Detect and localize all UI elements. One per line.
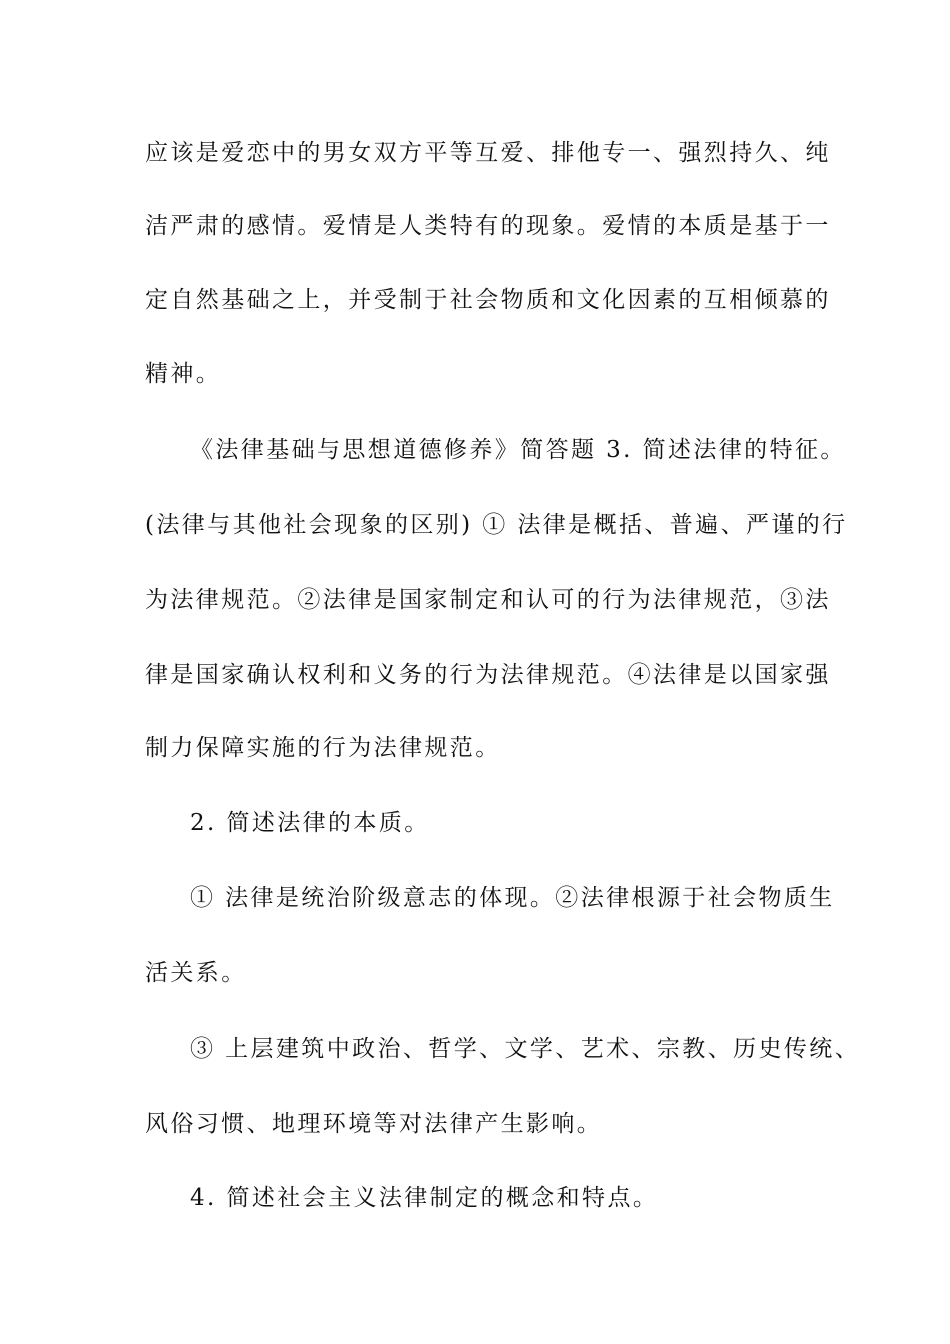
question-heading: 2. 简述法律的本质。	[190, 810, 430, 836]
text-line: 制力保障实施的行为法律规范。	[145, 735, 501, 761]
text-line: 律是国家确认权利和义务的行为法律规范。④法律是以国家强	[145, 662, 831, 688]
text-line: 风俗习惯、地理环境等对法律产生影响。	[145, 1111, 603, 1137]
text-line: (法律与其他社会现象的区别) ① 法律是概括、普遍、严谨的行	[145, 512, 848, 538]
text-line: 应该是爱恋中的男女双方平等互爱、排他专一、强烈持久、纯	[145, 140, 831, 166]
text-line: 定自然基础之上，并受制于社会物质和文化因素的互相倾慕的	[145, 287, 831, 313]
text-line: 精神。	[145, 361, 222, 387]
question-heading: 4. 简述社会主义法律制定的概念和特点。	[190, 1185, 659, 1211]
text-line: 洁严肃的感情。爱情是人类特有的现象。爱情的本质是基于一	[145, 213, 831, 239]
text-line: 为法律规范。②法律是国家制定和认可的行为法律规范，③法	[145, 587, 831, 613]
text-line: ① 法律是统治阶级意志的体现。②法律根源于社会物质生	[190, 885, 835, 911]
text-line: ③ 上层建筑中政治、哲学、文学、艺术、宗教、历史传统、	[190, 1036, 861, 1062]
section-heading: 《法律基础与思想道德修养》简答题 3. 简述法律的特征。	[190, 437, 846, 463]
text-line: 活关系。	[145, 960, 247, 986]
